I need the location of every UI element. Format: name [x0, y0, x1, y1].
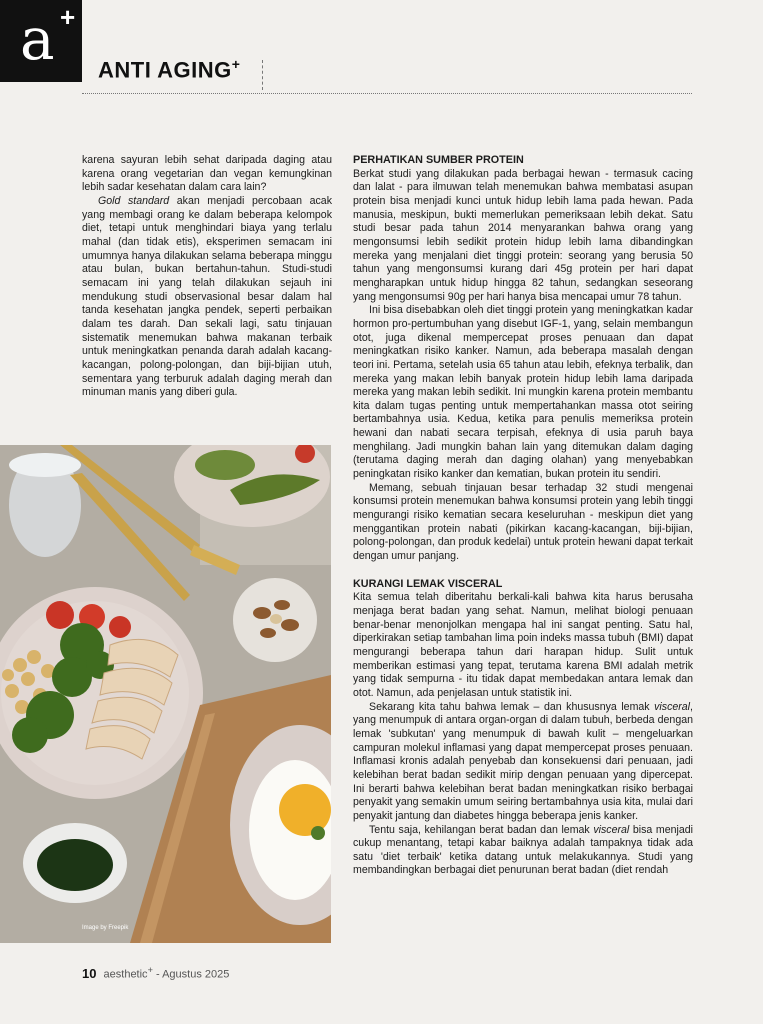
visceral-paragraph-2-b: , yang menumpuk di antara organ-organ di dalam tubuh, berbeda dengan lemak 'subkutan' yang menumpuk di bawah kulit – mengeluarkan campuran molekul inflamasi yang dapat mempercepat proses penuaan. Inflamasi kronis adalah penyebab dan konsekuensi dari penuaan, jadi kelebihan berat badan sedikit mirip dengan penuaan yang dipercepat. Ini berarti bahwa kelebihan berat badan meningkatkan risiko berbagai penyakit yang semakin umum seiring bertambahnya usia kita, mulai dari penyakit jantung dan diabetes hingga beberapa jenis kanker. — [353, 700, 693, 822]
heading-visceral: KURANGI LEMAK VISCERAL — [353, 577, 503, 590]
visceral-paragraph-3-b: bisa menjadi cukup menantang, tetapi kabar baiknya adalah tampaknya tidak ada satu 'diet terbaik' ketika datang untuk melakukannya. Studi yang membandingkan berbagai diet penurunan berat badan (diet rendah — [353, 823, 693, 877]
heading-protein: PERHATIKAN SUMBER PROTEIN — [353, 154, 524, 166]
page-footer — [82, 965, 229, 981]
header-divider — [82, 93, 692, 94]
visceral-paragraph-3-emphasis: visceral — [593, 823, 630, 836]
food-photo — [0, 445, 331, 943]
visceral-paragraph-3 — [353, 824, 693, 879]
left-paragraph-2-text: akan menjadi percobaan acak yang membagi orang ke dalam beberapa kelompok diet, tetapi untuk menghindari biaya yang terlalu mahal (dan tidak etis), eksperimen semacam ini umumnya hanya dilakukan selama beberapa minggu atau bulan, bukan bertahun-tahun. Studi-studi semacam ini yang telah dilakukan sejauh ini mendukung studi observasional besar dalam hal tanda kesehatan jangka pendek, seperti perbaikan dalam tes darah. Dan sekali lagi, satu tinjauan sistematik menemukan bahwa makanan terbaik untuk meningkatkan penanda darah adalah kacang-kacangan, polong-polongan, dan biji-bijian utuh, sementara yang terburuk adalah daging merah dan minuman manis yang diberi gula. — [82, 194, 332, 399]
magazine-name: aesthetic — [103, 968, 148, 981]
photo-credit: Image by Freepik — [82, 925, 129, 931]
visceral-paragraph-2-emphasis: visceral — [654, 700, 691, 713]
visceral-paragraph-3-a: Tentu saja, kehilangan berat badan dan lemak — [369, 823, 594, 836]
magazine-plus: + — [147, 965, 153, 975]
left-paragraph-2 — [82, 195, 332, 400]
visceral-paragraph-2 — [353, 701, 693, 824]
protein-paragraph-2: Ini bisa disebabkan oleh diet tinggi protein yang meningkatkan kadar hormon pro-pertumbuhan yang disebut IGF-1, yang, selain membangun otot, juga dikenal mempercepat proses penuaan dan dapat meningkatkan risiko kanker. Namun, ada beberapa masalah dengan teori ini. Pertama, setelah usia 65 tahun atau lebih, efeknya terbalik, dan mereka yang makan lebih banyak protein hidup lebih lama daripada mereka yang makan lebih sedikit. Ini mungkin karena protein membantu kita dalam tugas penting untuk mempertahankan massa otot seiring bertambahnya usia. Kedua, ketika para penulis memeriksa protein hewani dan nabati secara terpisah, efeknya di usia paruh baya menghilang. Jadi mungkin bahan lain yang ditemukan dalam daging (terutama daging merah dan daging olahan) yang menyebabkan peningkatan risiko kanker dan kematian, bukan protein itu sendiri. — [353, 304, 693, 481]
section-title — [98, 56, 240, 83]
protein-paragraph-3: Memang, sebuah tinjauan besar terhadap 32 studi mengenai konsumsi protein menemukan bahwa konsumsi protein yang lebih tinggi mengurangi risiko kematian secara keseluruhan - meskipun diet yang menggantikan protein nabati (pikirkan kacang-kacangan, biji-bijian, polong-polongan, dan produk kedelai) untuk protein hewani dapat terkait dengan umur panjang. — [353, 481, 693, 563]
protein-paragraph-1: Berkat studi yang dilakukan pada berbagai hewan - termasuk cacing dan lalat - para ilmuwan telah menemukan bahwa membatasi asupan protein bisa menjadi kunci untuk hidup lebih lama pada hewan. Pada manusia, meskipun, bukti memerlukan pemeriksaan lebih dekat. Satu studi besar pada tahun 2014 menyarankan bahwa orang yang mengonsumsi lebih sedikit protein hidup lebih lama dibandingkan mereka yang menjalani diet tinggi protein: seorang yang berusia 50 tahun yang mengonsumsi kurang dari 45g protein per hari dapat mengharapkan untuk hidup hingga 82 tahun, sedangkan seseorang yang mengonsumsi 90g per hari hanya bisa mencapai umur 78 tahun. — [353, 167, 693, 303]
visceral-paragraph-2-a: Sekarang kita tahu bahwa lemak – dan khususnya lemak — [369, 700, 655, 713]
issue-date: - Agustus 2025 — [152, 968, 230, 981]
left-column — [82, 154, 332, 400]
logo-letter: a — [20, 5, 55, 73]
tomato-1 — [46, 601, 74, 629]
page-number: 10 — [82, 965, 97, 981]
herb-garnish — [311, 826, 325, 840]
left-paragraph-1: karena sayuran lebih sehat daripada daging atau karena orang vegetarian dan vegan kemungkinan lebih sadar kesehatan dalam cara lain? — [82, 154, 332, 194]
spinach — [37, 839, 113, 891]
visceral-paragraph-1: Kita semua telah diberitahu berkali-kali bahwa kita harus berusaha menjaga berat badan yang sehat. Namun, melihat biologi penuaan benar-benar menonjolkan mengapa hal ini sangat penting. Satu hal, diperkirakan setiap tambahan lima poin indeks massa tubuh (BMI) dapat mengurangi beberapa tahun dari harapan hidup. Sulit untuk memberikan estimasi yang tepat, terutama karena BMI adalah metrik yang tidak sempurna - itu tidak dapat membedakan antara lemak dan otot. Namun, ada penjelasan untuk statistik ini. — [353, 591, 693, 699]
logo-plus: + — [60, 2, 76, 32]
section-title-text: ANTI AGING — [98, 57, 232, 83]
left-paragraph-2-emphasis: Gold standard — [98, 194, 170, 207]
egg-yolk — [279, 784, 331, 836]
avocado-half — [195, 450, 255, 480]
right-column — [353, 154, 693, 878]
magazine-logo — [0, 0, 82, 82]
header-divider-vertical — [262, 60, 263, 90]
food-illustration — [0, 445, 331, 943]
section-title-plus: + — [231, 56, 241, 72]
tomato-3 — [109, 616, 131, 638]
glass-rim — [9, 453, 81, 477]
